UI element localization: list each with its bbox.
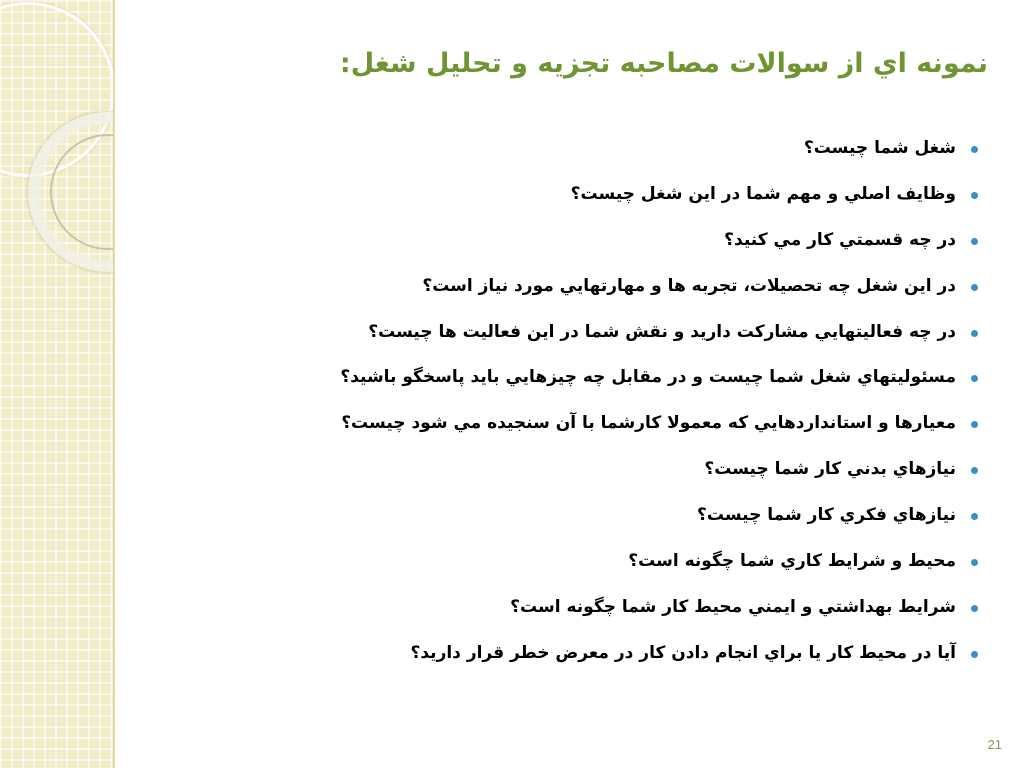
bullet-dot-icon	[971, 238, 978, 245]
bullet-dot-icon	[971, 467, 978, 474]
list-item-text: در چه فعاليتهايي مشاركت داريد و نقش شما در اين فعاليت ها چيست؟	[368, 321, 956, 342]
list-item	[156, 401, 956, 447]
bullet-dot-icon	[971, 559, 978, 566]
list-item	[156, 126, 956, 172]
list-item-text: آيا در محيط كار يا براي انجام دادن كار در معرض خطر قرار داريد؟	[410, 642, 956, 663]
bullet-dot-icon	[971, 605, 978, 612]
side-panel-border	[113, 0, 115, 768]
list-item-text: در اين شغل چه تحصيلات، تجربه ها و مهارتهايي مورد نياز است؟	[422, 275, 956, 296]
list-item-text: شغل شما چيست؟	[803, 138, 956, 158]
bullet-dot-icon	[971, 421, 978, 428]
list-item-text: نيازهاي فكري كار شما چيست؟	[697, 505, 956, 526]
list-item	[156, 585, 956, 631]
list-item	[156, 447, 956, 493]
list-item-text: معيارها و استانداردهايي كه معمولا كارشما با آن سنجيده مي شود چيست؟	[341, 413, 956, 434]
list-item	[156, 493, 956, 539]
bullet-dot-icon	[971, 513, 978, 520]
list-item	[156, 172, 956, 218]
list-item-text: نيازهاي بدني كار شما چيست؟	[704, 459, 956, 480]
list-item-text: محيط و شرايط كاري شما چگونه است؟	[628, 551, 956, 572]
bullet-dot-icon	[971, 651, 978, 658]
list-item	[156, 264, 956, 310]
list-item	[156, 539, 956, 585]
list-item	[156, 310, 956, 356]
bullet-dot-icon	[971, 146, 978, 153]
list-item	[156, 355, 956, 401]
list-item-text: شرايط بهداشتي و ايمني محيط كار شما چگونه است؟	[510, 596, 956, 617]
bullet-dot-icon	[971, 284, 978, 291]
list-item-text: وظايف اصلي و مهم شما در اين شغل چيست؟	[570, 183, 956, 204]
bullet-dot-icon	[971, 375, 978, 382]
bullet-dot-icon	[971, 330, 978, 337]
question-list	[156, 126, 956, 677]
slide-title: نمونه اي از سوالات مصاحبه تجزيه و تحليل شغل:	[339, 48, 988, 79]
list-item-text: مسئوليتهاي شغل شما چيست و در مقابل چه چيزهايي بايد پاسخگو باشيد؟	[340, 367, 956, 388]
bullet-dot-icon	[971, 192, 978, 199]
list-item	[156, 631, 956, 677]
list-item-text: در چه قسمتي كار مي كنيد؟	[724, 229, 956, 250]
list-item	[156, 218, 956, 264]
page-number: 21	[987, 737, 1002, 752]
decorative-side-panel	[0, 0, 113, 768]
